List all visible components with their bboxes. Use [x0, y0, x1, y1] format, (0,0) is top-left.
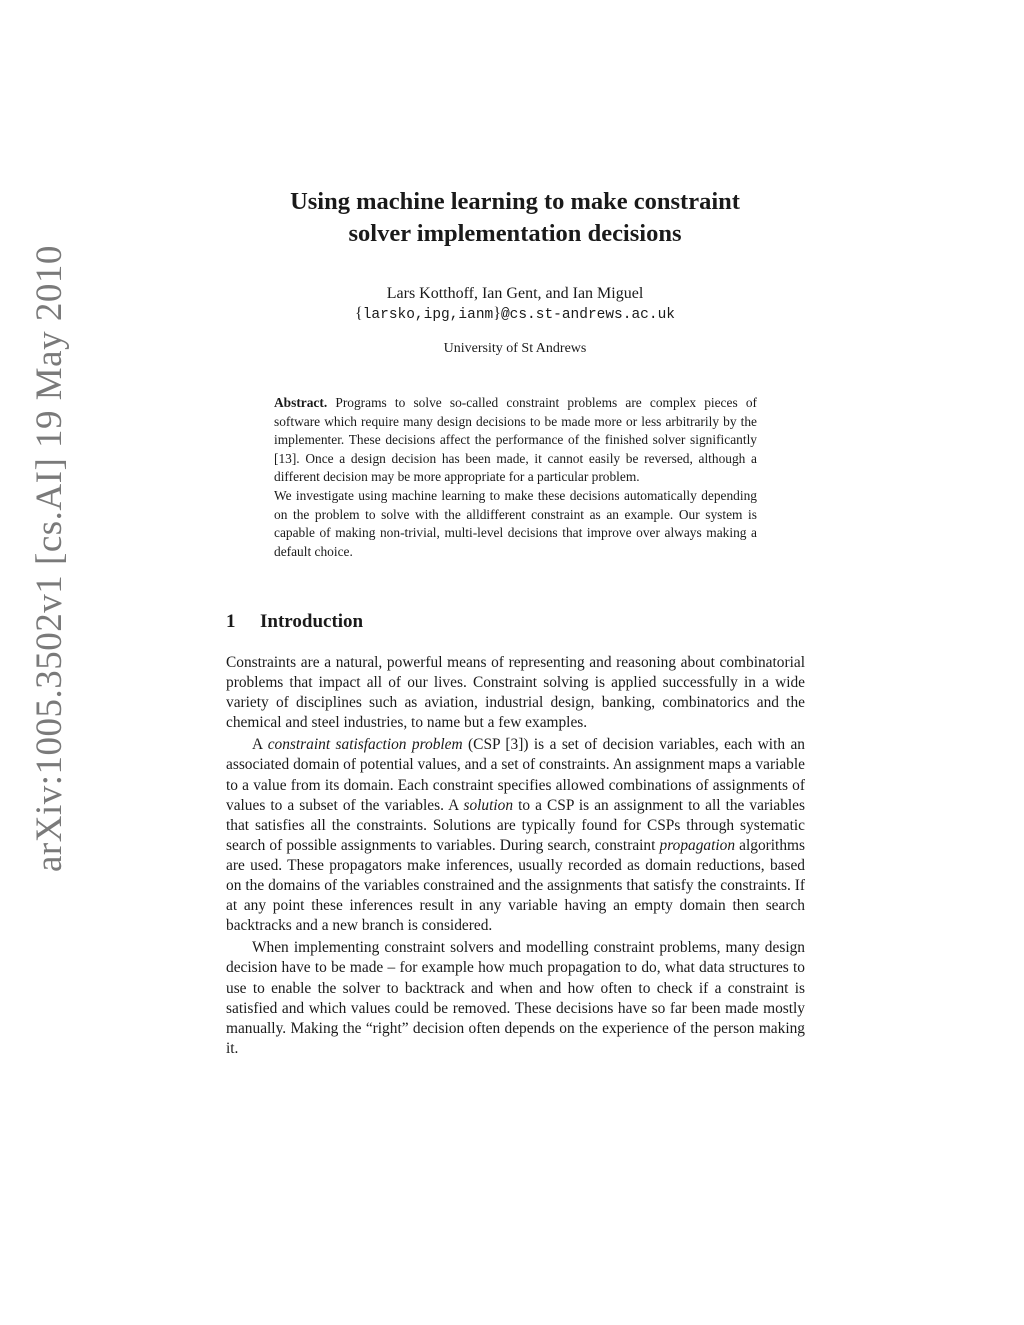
p2-text-b: (CSP [3]) is a set of decision variables, each with an associated domain of potential values, and a set of constraints. An assignment maps a variable to a value from its domain. Each constraint specifies allowed combinations of assignments of values to a subset of the variables. A	[226, 736, 805, 814]
p2-emphasis-solution: solution	[463, 796, 514, 814]
section-number: 1	[226, 611, 236, 632]
abstract	[274, 394, 757, 561]
email-brace-open: {	[355, 305, 363, 322]
body-paragraph-1: Constraints are a natural, powerful means of representing and reasoning about combinatorial problems that impact all of our lives. Constraint solving is applied successfully in a wide variety of disciplines such as aviation, industrial design, banking, combinatorics and the chemical and steel industries, to name but a few examples.	[226, 654, 805, 732]
section-heading	[226, 611, 363, 633]
body-text	[226, 653, 805, 1059]
abstract-paragraph-1	[274, 394, 757, 487]
p2-text-d: algorithms are used. These propagators make inferences, usually recorded as domain reductions, based on the domains of the variables constrained and the assignments that satisfy the constraints. If at any point these inferences result in any variable having an empty domain then search backtracks and a new branch is considered.	[226, 836, 805, 935]
arxiv-stamp: arXiv:1005.3502v1 [cs.AI] 19 May 2010	[29, 245, 70, 872]
email-users: larsko,ipg,ianm	[362, 307, 494, 323]
abstract-text-1: Programs to solve so-called constraint problems are complex pieces of software which require many design decisions to be made more or less arbitrarily by the implementer. These decisions affect the performance of the finished solver significantly [13]. Once a design decision has been made, it cannot easily be reversed, although a different decision may be more appropriate for a particular problem.	[274, 395, 757, 485]
abstract-label: Abstract.	[274, 395, 328, 410]
paper-title	[200, 186, 830, 250]
abstract-paragraph-2: We investigate using machine learning to make these decisions automatically depending on the problem to solve with the alldifferent constraint as an example. Our system is capable of making non-trivial, multi-level decisions that improve over always making a default choice.	[274, 487, 757, 559]
affiliation: University of St Andrews	[443, 341, 587, 356]
body-paragraph-3: When implementing constraint solvers and modelling constraint problems, many design decision have to be made – for example how much propagation to do, what data structures to use to enable the solver to backtrack and when and how often to check if a constraint is satisfied and which values could be removed. These decisions have so far been made mostly manually. Making the “right” decision often depends on the experience of the person making it.	[226, 939, 805, 1057]
body-paragraph-2	[226, 735, 805, 936]
email-brace-close: }	[493, 305, 501, 322]
p2-emphasis-csp: constraint satisfaction problem	[267, 736, 463, 754]
email-domain: @cs.st-andrews.ac.uk	[500, 307, 675, 323]
section-title: Introduction	[260, 611, 364, 632]
p2-text-c: to a CSP is an assignment to all the variables that satisfies all the constraints. Solutions are typically found for CSPs through systematic search of possible assignments to variables. During search, constraint	[226, 796, 805, 854]
author-emails	[200, 304, 830, 325]
p2-text-a: A	[252, 736, 268, 754]
title-line-2: solver implementation decisions	[348, 220, 682, 247]
title-line-1: Using machine learning to make constraint	[290, 188, 740, 215]
p2-emphasis-propagation: propagation	[659, 836, 736, 854]
authors: Lars Kotthoff, Ian Gent, and Ian Miguel	[386, 285, 644, 302]
